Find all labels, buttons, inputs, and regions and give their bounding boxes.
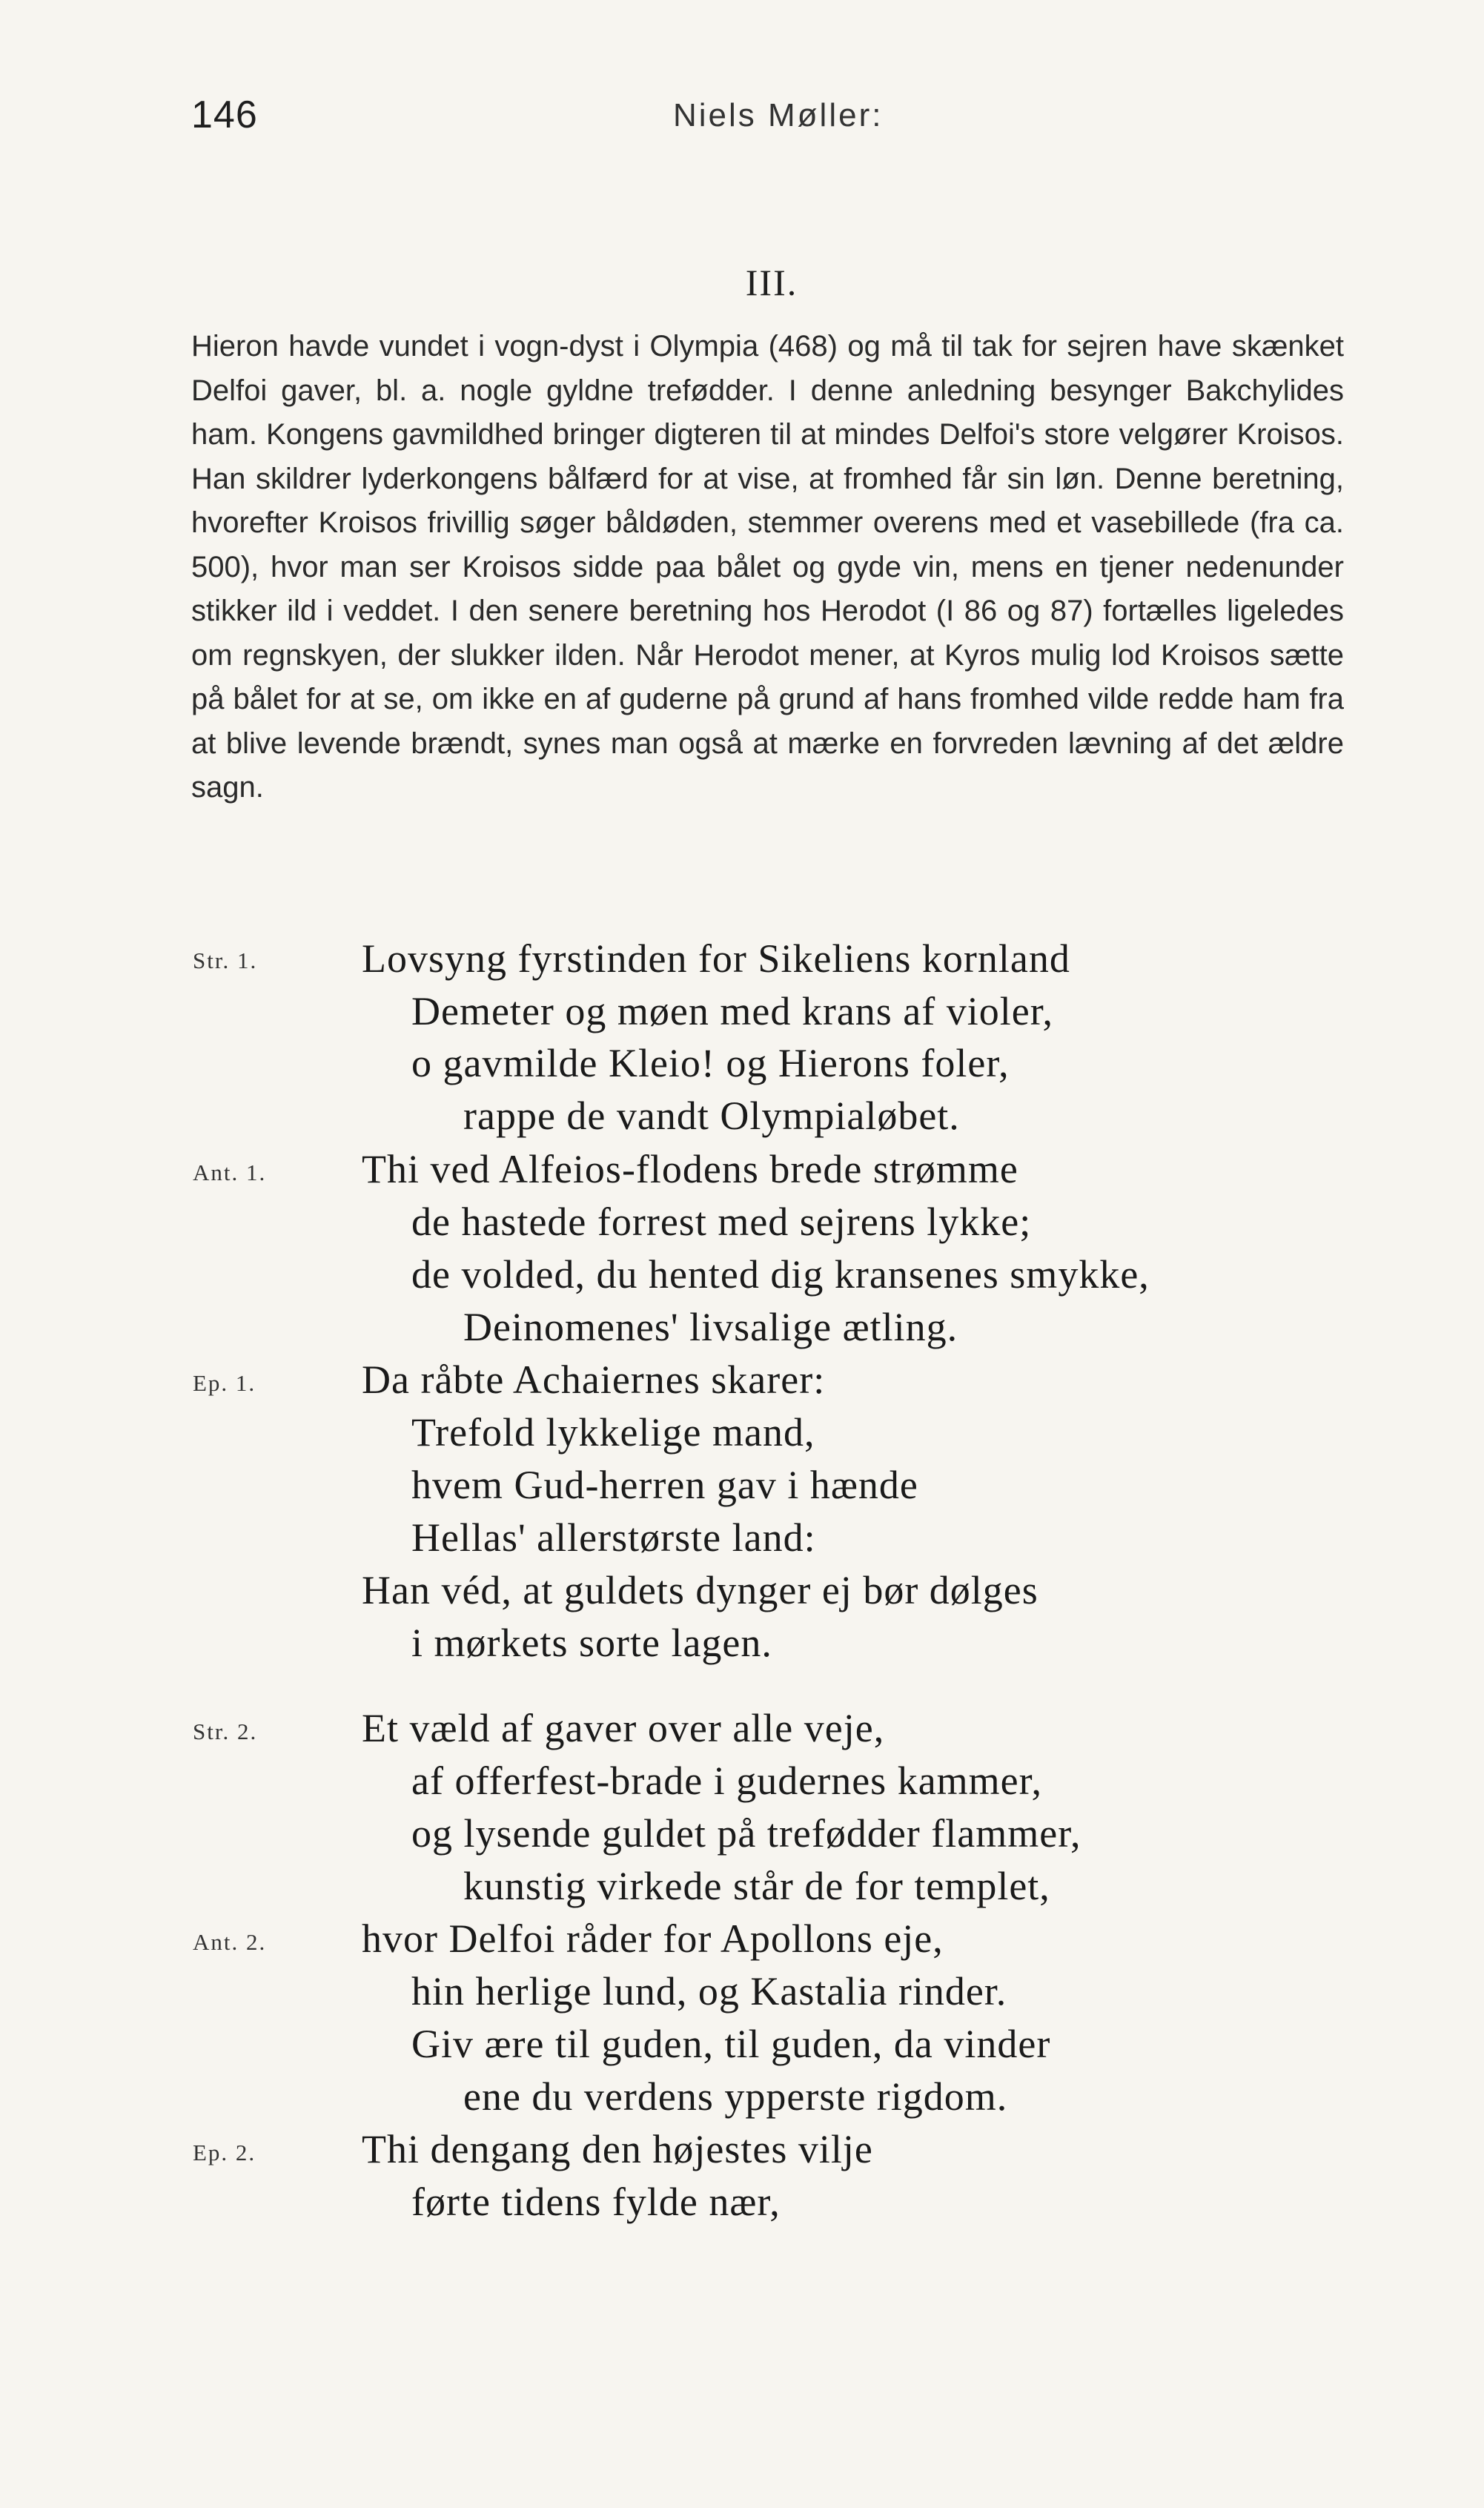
verse-line: hvem Gud-herren gav i hænde (411, 1463, 918, 1507)
verse-line: Trefold lykkelige mand, (411, 1410, 815, 1455)
stanza-label: Ant. 1. (193, 1159, 267, 1185)
verse-line: kunstig virkede står de for templet, (463, 1864, 1050, 1908)
verse-line: Da råbte Achaiernes skarer: (362, 1357, 826, 1402)
verse-line: Thi dengang den højestes vilje (362, 2127, 873, 2171)
verse-line: Hellas' allerstørste land: (411, 1515, 816, 1560)
verse-line: hvor Delfoi råder for Apollons eje, (362, 1916, 944, 1961)
stanza-label: Ep. 2. (193, 2140, 256, 2165)
verse-line: rappe de vandt Olympialøbet. (463, 1093, 960, 1138)
verse-line: af offerfest-brade i gudernes kammer, (411, 1758, 1042, 1803)
stanza-label: Str. 1. (193, 947, 258, 973)
intro-text: Hieron havde vundet i vogn-dyst i Olympia (468) og må til tak for sejren have skænket Delfoi gaver, bl. a. nogle gyldne trefødder. I denne anledning besynger Bakchylides ham. Kongens gavmildhed bringer digteren til at mindes Delfoi's store velgører Kroisos. Han skildrer lyderkongens bålfærd for at vise, at fromhed får sin løn. Denne beretning, hvorefter Kroisos frivillig søger båldøden, stemmer overens med et vasebillede (fra ca. 500), hvor man ser Kroisos sidde paa bålet og gyde vin, mens en tjener nedenunder stikker ild i veddet. I den senere beretning hos Herodot (I 86 og 87) fortælles ligeledes om regnskyen, der slukker ilden. Når Herodot mener, at Kyros mulig lod Kroisos sætte på bålet for at se, om ikke en af guderne på grund af hans fromhed vilde redde ham fra at blive levende brændt, synes man også at mærke en forvreden lævning af det ældre sagn. (191, 330, 1344, 804)
verse-line: Demeter og møen med krans af violer, (411, 989, 1054, 1033)
page-header (191, 93, 1343, 152)
verse-line: Giv ære til guden, til guden, da vinder (411, 2022, 1051, 2066)
verse-line: Han véd, at guldets dynger ej bør dølges (362, 1568, 1039, 1612)
verse-line: de hastede forrest med sejrens lykke; (411, 1200, 1032, 1244)
verse-line: Et væld af gaver over alle veje, (362, 1706, 885, 1750)
verse-line: hin herlige lund, og Kastalia rinder. (411, 1969, 1007, 2014)
page-number: 146 (191, 93, 258, 136)
verse-line: i mørkets sorte lagen. (411, 1621, 772, 1665)
verse-line: førte tidens fylde nær, (411, 2180, 781, 2224)
verse-line: Thi ved Alfeios-flodens brede strømme (362, 1147, 1018, 1191)
verse-line: Deinomenes' livsalige ætling. (463, 1305, 958, 1349)
verse-line: de volded, du hented dig kransenes smykke, (411, 1252, 1150, 1297)
stanza-label: Ant. 2. (193, 1929, 267, 1955)
running-head: Niels Møller: (673, 97, 884, 133)
verse-line: o gavmilde Kleio! og Hierons foler, (411, 1041, 1010, 1085)
stanza-label: Ep. 1. (193, 1370, 256, 1396)
verse-line: Lovsyng fyrstinden for Sikeliens kornland (362, 936, 1070, 981)
stanza-label: Str. 2. (193, 1718, 258, 1744)
intro-paragraph (191, 325, 1344, 810)
verse-line: ene du verdens ypperste rigdom. (463, 2074, 1008, 2119)
section-numeral: III. (745, 262, 798, 303)
verse-line: og lysende guldet på trefødder flammer, (411, 1811, 1081, 1856)
